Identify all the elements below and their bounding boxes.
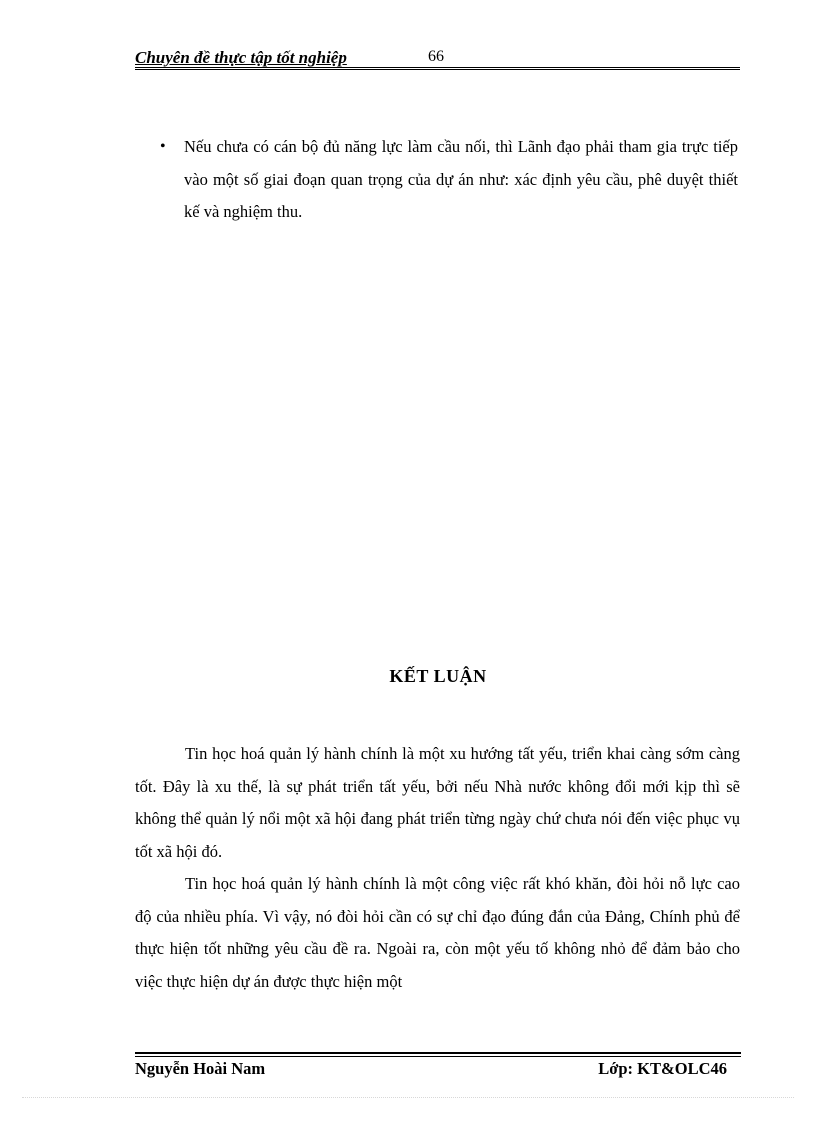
section-body: [135, 738, 740, 998]
footer-rule: [135, 1052, 741, 1054]
section-heading: KẾT LUẬN: [389, 666, 487, 686]
footer-class: Lớp: KT&OLC46: [598, 1059, 727, 1078]
footer-author: Nguyễn Hoài Nam: [135, 1059, 266, 1078]
paragraph: Tin học hoá quản lý hành chính là một xu hướng tất yếu, triển khai càng sớm càng tốt. Đây là xu thế, là sự phát triển tất yếu, bởi nếu Nhà nước không đổi mới kịp thì sẽ không thể quản lý nổi một xã hội đang phát triển từng ngày chứ chưa nói đến việc phục vụ tốt xã hội đó.: [135, 744, 740, 861]
page-number: 66: [428, 48, 444, 65]
bullet-icon: •: [160, 138, 166, 155]
page-header: [135, 48, 740, 70]
header-rule: [135, 67, 740, 68]
bullet-text: Nếu chưa có cán bộ đủ năng lực làm cầu nối, thì Lãnh đạo phải tham gia trực tiếp vào một số giai đoạn quan trọng của dự án như: xác định yêu cầu, phê duyệt thiết kế và nghiệm thu.: [184, 137, 738, 221]
page-footer: [135, 1052, 741, 1082]
paragraph: Tin học hoá quản lý hành chính là một công việc rất khó khăn, đòi hỏi nỗ lực cao độ của nhiều phía. Vì vậy, nó đòi hỏi cần có sự chỉ đạo đúng đắn của Đảng, Chính phủ để thực hiện tốt những yêu cầu đề ra. Ngoài ra, còn một yếu tố không nhỏ để đảm bảo cho việc thực hiện dự án được thực hiện một: [135, 874, 740, 991]
page-bottom-divider: [22, 1097, 794, 1098]
header-title: Chuyên đề thực tập tốt nghiệp: [135, 48, 347, 67]
footer-rule-double: [135, 1056, 741, 1057]
header-rule-double: [135, 69, 740, 70]
